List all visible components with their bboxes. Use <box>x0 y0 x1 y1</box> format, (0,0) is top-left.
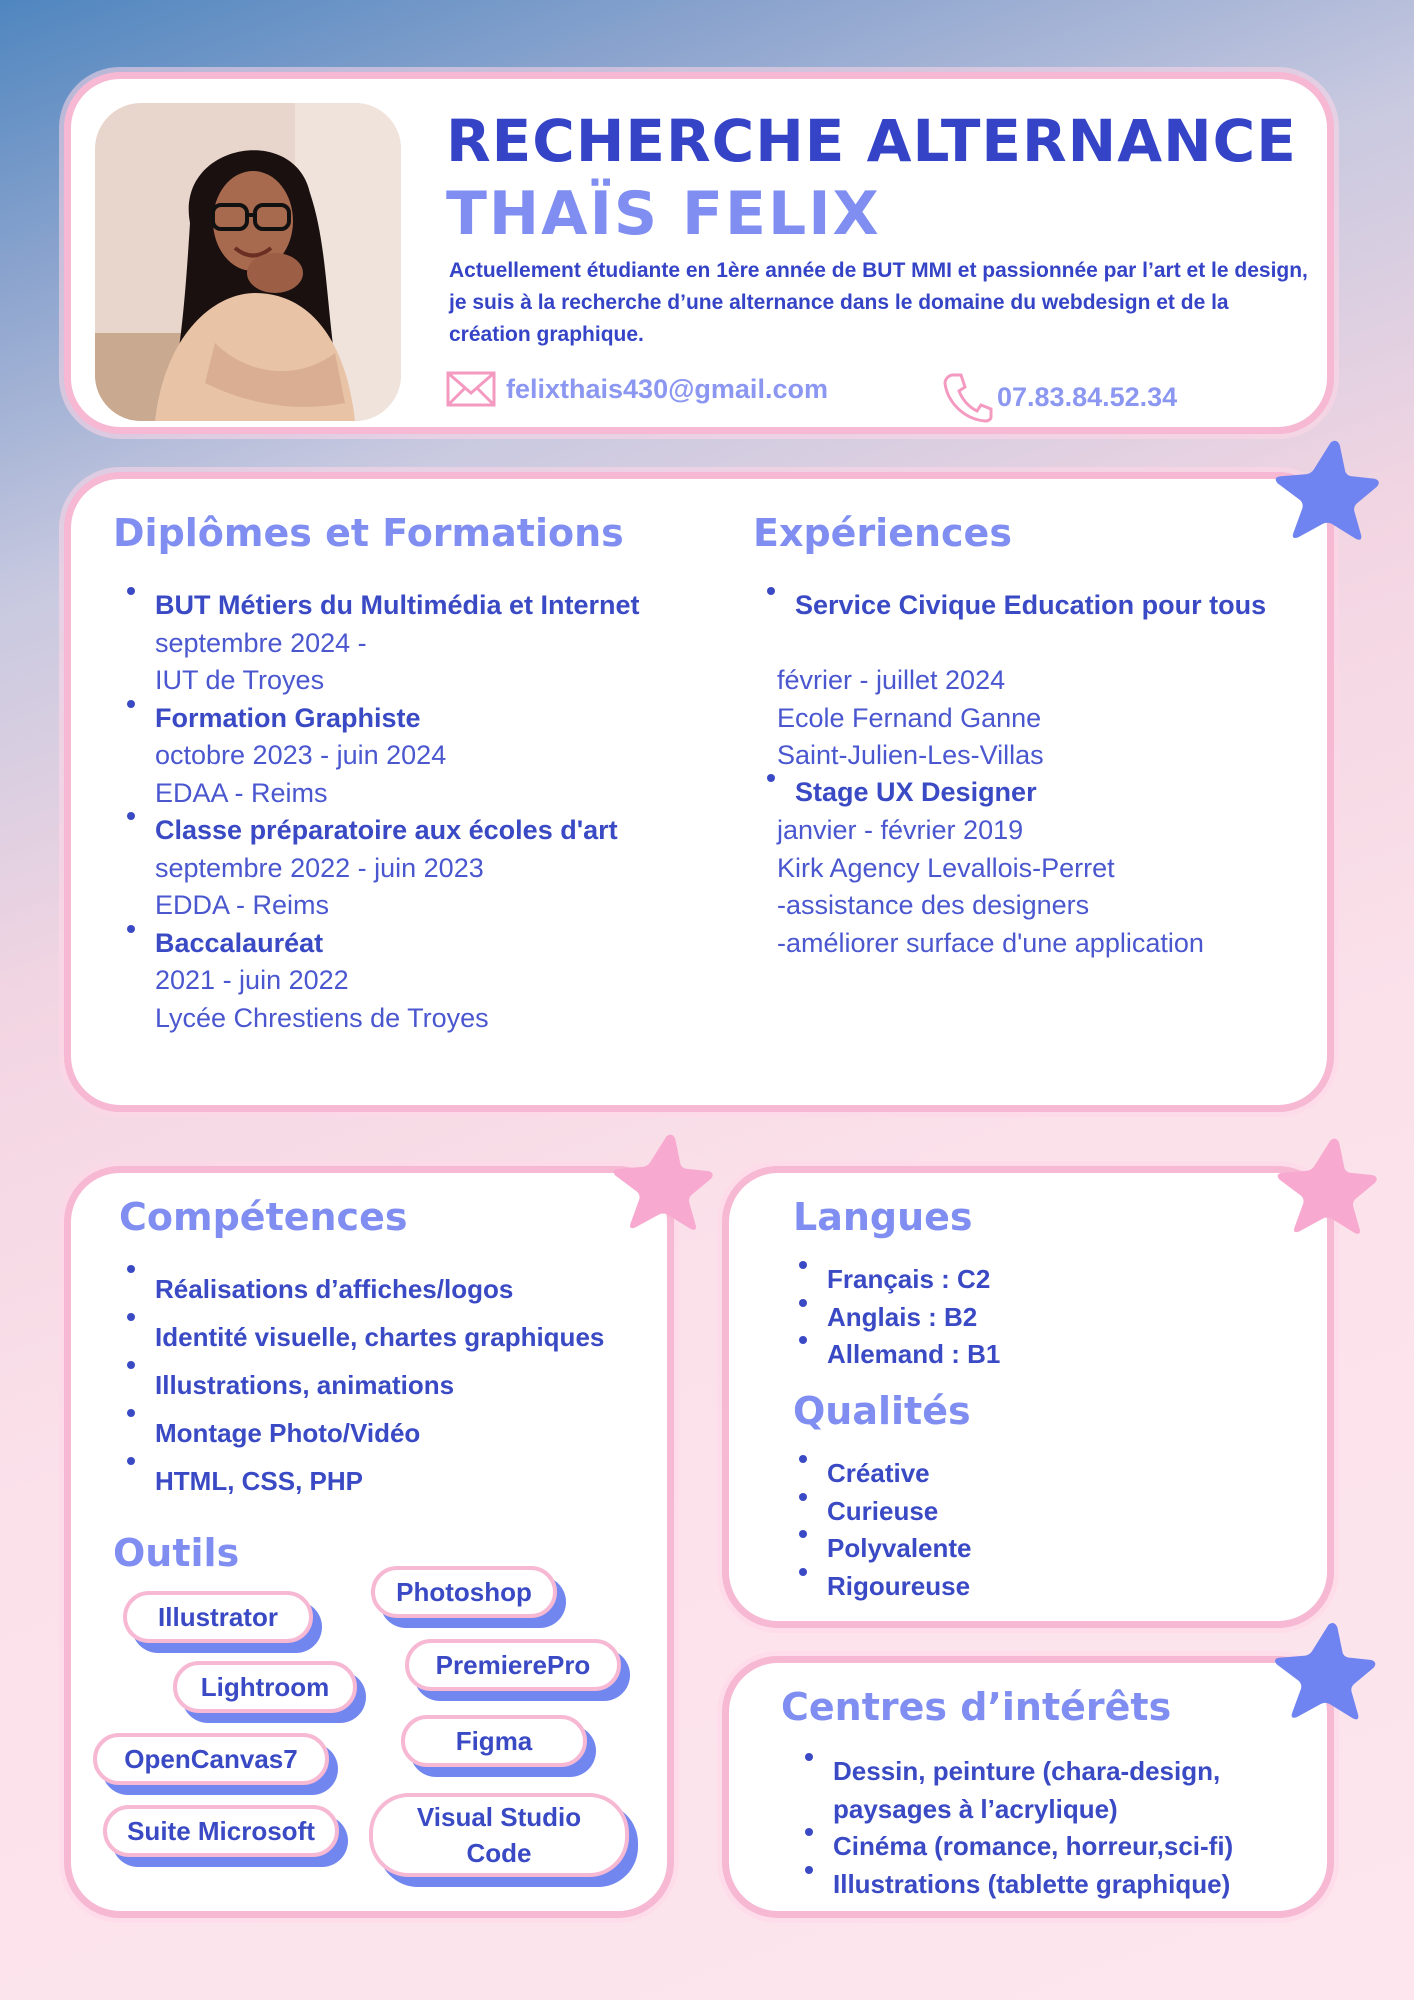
list-item: Réalisations d’affiches/logos <box>121 1265 661 1313</box>
experience-line: -améliorer surface d'une application <box>777 927 1204 958</box>
list-item: Curieuse <box>793 1493 1293 1531</box>
experience-line: Kirk Agency Levallois-Perret <box>777 852 1115 883</box>
tool-tag-opencanvas: OpenCanvas7 <box>93 1733 329 1785</box>
tool-tag-figma: Figma <box>401 1715 587 1767</box>
list-item: Identité visuelle, chartes graphiques <box>121 1313 661 1361</box>
list-item: Cinéma (romance, horreur,sci-fi) <box>799 1828 1269 1866</box>
tool-tag-premierepro: PremierePro <box>405 1639 621 1691</box>
langues-title: Langues <box>793 1195 973 1239</box>
languages-qualities-card <box>722 1166 1334 1628</box>
diploma-school: IUT de Troyes <box>155 665 325 695</box>
list-item <box>121 700 671 813</box>
diploma-title: BUT Métiers du Multimédia et Internet <box>155 590 640 620</box>
diploma-dates: septembre 2022 - juin 2023 <box>155 852 484 883</box>
outils-title: Outils <box>113 1531 240 1575</box>
candidate-name: THAÏS FELIX <box>446 179 881 249</box>
list-item: Montage Photo/Vidéo <box>121 1409 661 1457</box>
tool-tag-illustrator: Illustrator <box>123 1591 313 1643</box>
langues-list <box>793 1261 1293 1374</box>
phone-contact[interactable] <box>941 371 1177 423</box>
list-item: Anglais : B2 <box>793 1299 1293 1337</box>
experience-line: février - juillet 2024 <box>777 665 1006 695</box>
experience-line: janvier - février 2019 <box>777 815 1024 845</box>
list-item: Rigoureuse <box>793 1568 1293 1606</box>
envelope-icon <box>446 371 496 407</box>
list-item <box>761 587 1281 625</box>
experience-details-2 <box>777 812 1204 962</box>
diploma-dates: 2021 - juin 2022 <box>155 965 349 995</box>
diploma-title: Baccalauréat <box>155 927 324 958</box>
diplomes-list <box>121 587 671 1037</box>
list-item: Dessin, peinture (chara-design, paysages à l’acrylique) <box>799 1753 1269 1828</box>
experience-details-1 <box>777 662 1044 775</box>
tool-tag-vscode <box>369 1793 629 1877</box>
experience-line: -assistance des designers <box>777 890 1090 920</box>
experiences-title: Expériences <box>753 511 1012 555</box>
list-item <box>121 925 671 1038</box>
diploma-dates: septembre 2024 - <box>155 627 367 658</box>
list-item: Allemand : B1 <box>793 1336 1293 1374</box>
diploma-title: Classe préparatoire aux écoles d'art <box>155 815 618 845</box>
tool-tag-photoshop: Photoshop <box>371 1566 557 1618</box>
list-item: Polyvalente <box>793 1530 1293 1568</box>
list-item <box>121 587 671 700</box>
tool-tag-vscode-label: Visual Studio Code <box>416 1802 582 1868</box>
page-title: RECHERCHE ALTERNANCE <box>446 107 1297 175</box>
list-item: Illustrations (tablette graphique) <box>799 1866 1269 1904</box>
qualites-list <box>793 1455 1293 1605</box>
diploma-school: Lycée Chrestiens de Troyes <box>155 1002 489 1033</box>
interets-title: Centres d’intérêts <box>781 1685 1172 1729</box>
list-item: HTML, CSS, PHP <box>121 1457 661 1505</box>
list-item <box>761 774 1281 812</box>
star-icon <box>1268 1620 1378 1722</box>
profile-photo <box>95 103 401 421</box>
experiences-list-2 <box>761 774 1281 812</box>
interets-list <box>799 1753 1269 1903</box>
diploma-title: Formation Graphiste <box>155 702 421 733</box>
intro-text: Actuellement étudiante en 1ère année de BUT MMI et passionnée par l’art et le design, je suis à la recherche d’une alternance dans le domaine du webdesign et de la création graphique. <box>449 259 1308 346</box>
list-item: Français : C2 <box>793 1261 1293 1299</box>
list-item: Créative <box>793 1455 1293 1493</box>
skills-tools-card <box>64 1166 674 1918</box>
star-icon <box>606 1132 716 1232</box>
diploma-dates: octobre 2023 - juin 2024 <box>155 740 447 770</box>
diplomes-title: Diplômes et Formations <box>113 511 624 555</box>
experience-title: Stage UX Designer <box>795 777 1037 807</box>
star-icon <box>1268 438 1382 542</box>
education-experience-card <box>64 472 1334 1112</box>
experience-line: Saint-Julien-Les-Villas <box>777 740 1044 770</box>
email-contact[interactable] <box>446 371 828 407</box>
experience-line: Ecole Fernand Ganne <box>777 702 1042 733</box>
diploma-school: EDAA - Reims <box>155 777 328 808</box>
header-card <box>64 72 1334 434</box>
diploma-school: EDDA - Reims <box>155 890 330 920</box>
qualites-title: Qualités <box>793 1389 971 1433</box>
experiences-list <box>761 587 1281 625</box>
star-icon <box>1270 1136 1380 1236</box>
tool-tag-lightroom: Lightroom <box>173 1661 357 1713</box>
list-item <box>121 812 671 925</box>
competences-title: Compétences <box>119 1195 408 1239</box>
interests-card <box>722 1656 1334 1918</box>
email-text: felixthais430@gmail.com <box>506 373 828 404</box>
tool-tag-suite-microsoft: Suite Microsoft <box>103 1805 339 1857</box>
phone-icon <box>941 371 993 423</box>
competences-list <box>121 1265 661 1505</box>
list-item: Illustrations, animations <box>121 1361 661 1409</box>
experience-title: Service Civique Education pour tous <box>795 590 1267 620</box>
phone-text: 07.83.84.52.34 <box>997 381 1178 412</box>
